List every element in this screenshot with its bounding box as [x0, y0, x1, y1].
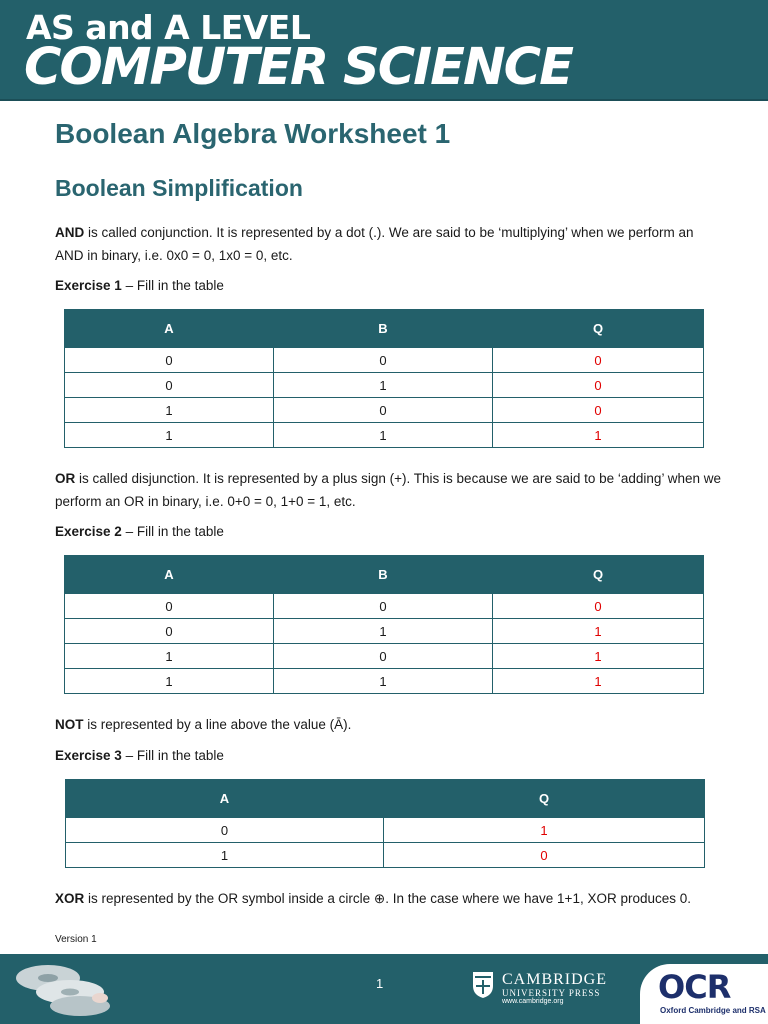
- column-header-q: Q: [493, 310, 704, 348]
- version-label: Version 1: [55, 934, 97, 945]
- ocr-tagline: Oxford Cambridge and RSA: [660, 1006, 766, 1015]
- table-row: [66, 818, 705, 843]
- exercise-2-table: [64, 555, 704, 694]
- cell-a: 1: [65, 398, 274, 423]
- or-text: is called disjunction. It is represented by a plus sign (+). This is because we are said to be ‘adding’ when we perform an OR in binary, i.e. 0+0 = 0, 1+0 = 1, etc.: [55, 471, 721, 509]
- cell-b: 0: [274, 644, 493, 669]
- column-header-b: B: [274, 556, 493, 594]
- exercise-1-text: – Fill in the table: [121, 278, 224, 293]
- cell-q-answer: 0: [493, 373, 704, 398]
- and-term: AND: [55, 225, 85, 240]
- cell-a: 1: [65, 644, 274, 669]
- exercise-2-label: Exercise 2: [55, 524, 122, 539]
- cell-a: 0: [66, 818, 384, 843]
- cell-b: 1: [274, 669, 493, 694]
- column-header-q: Q: [493, 556, 704, 594]
- not-text: is represented by a line above the value (Ā).: [83, 717, 352, 732]
- cell-a: 0: [65, 594, 274, 619]
- and-text: is called conjunction. It is represented by a dot (.). We are said to be ‘multiplying’ when we perform an AND in binary, i.e. 0x0 = 0, 1x0 = 0, etc.: [55, 225, 694, 263]
- cell-b: 1: [274, 619, 493, 644]
- banner-subject-text: COMPUTER SCIENCE: [24, 38, 572, 97]
- cambridge-crest-icon: [472, 971, 494, 999]
- exercise-2-text: – Fill in the table: [121, 524, 224, 539]
- cell-q-answer: 1: [493, 669, 704, 694]
- cell-b: 0: [274, 398, 493, 423]
- table-row: [65, 373, 704, 398]
- exercise-3-label: Exercise 3: [55, 748, 122, 763]
- column-header-a: A: [65, 310, 274, 348]
- xor-term: XOR: [55, 891, 85, 906]
- cell-a: 1: [65, 669, 274, 694]
- publisher-url: www.cambridge.org: [502, 998, 564, 1005]
- xor-text: is represented by the OR symbol inside a circle ⊕. In the case where we have 1+1, XOR produces 0.: [84, 891, 692, 906]
- table-row: [65, 423, 704, 448]
- cell-q-answer: 1: [384, 818, 705, 843]
- page-title: Boolean Algebra Worksheet 1: [55, 118, 451, 149]
- cell-q-answer: 0: [384, 843, 705, 868]
- exercise-3-text: – Fill in the table: [121, 748, 224, 763]
- column-header-q: Q: [384, 780, 705, 818]
- table-row: [66, 843, 705, 868]
- cell-a: 1: [66, 843, 384, 868]
- cell-b: 0: [274, 348, 493, 373]
- cell-q-answer: 1: [493, 619, 704, 644]
- cell-b: 1: [274, 423, 493, 448]
- publisher-name: CAMBRIDGE: [502, 971, 608, 988]
- exercise-1-label: Exercise 1: [55, 278, 122, 293]
- table-row: [65, 594, 704, 619]
- not-paragraph: [55, 713, 725, 736]
- publisher-press: UNIVERSITY PRESS: [502, 988, 601, 998]
- column-header-a: A: [66, 780, 384, 818]
- table-row: [65, 644, 704, 669]
- footer-banner: [0, 954, 768, 1024]
- cell-q-answer: 1: [493, 644, 704, 669]
- column-header-b: B: [274, 310, 493, 348]
- exercise-1-table: [64, 309, 704, 448]
- cell-b: 0: [274, 594, 493, 619]
- page-number: 1: [376, 976, 384, 991]
- exercise-3-instruction: [55, 747, 224, 765]
- or-paragraph: [55, 467, 725, 513]
- cell-a: 0: [65, 619, 274, 644]
- column-header-a: A: [65, 556, 274, 594]
- xor-paragraph: [55, 887, 745, 910]
- exercise-3-table: [65, 779, 705, 868]
- banner-level-text: AS and A LEVEL: [26, 8, 311, 47]
- cell-q-answer: 0: [493, 348, 704, 373]
- section-title: Boolean Simplification: [55, 175, 303, 201]
- cell-q-answer: 0: [493, 594, 704, 619]
- table-row: [65, 398, 704, 423]
- not-term: NOT: [55, 717, 84, 732]
- or-term: OR: [55, 471, 76, 486]
- exercise-1-instruction: [55, 277, 224, 295]
- cell-a: 1: [65, 423, 274, 448]
- cell-a: 0: [65, 348, 274, 373]
- cell-a: 0: [65, 373, 274, 398]
- table-row: [65, 669, 704, 694]
- table-row: [65, 619, 704, 644]
- cell-q-answer: 0: [493, 398, 704, 423]
- cd-disc-illustration-icon: [8, 958, 118, 1022]
- ocr-logo: OCR: [658, 968, 731, 1006]
- header-banner: [0, 0, 768, 101]
- cell-q-answer: 1: [493, 423, 704, 448]
- cell-b: 1: [274, 373, 493, 398]
- and-paragraph: [55, 221, 725, 267]
- exercise-2-instruction: [55, 523, 224, 541]
- table-row: [65, 348, 704, 373]
